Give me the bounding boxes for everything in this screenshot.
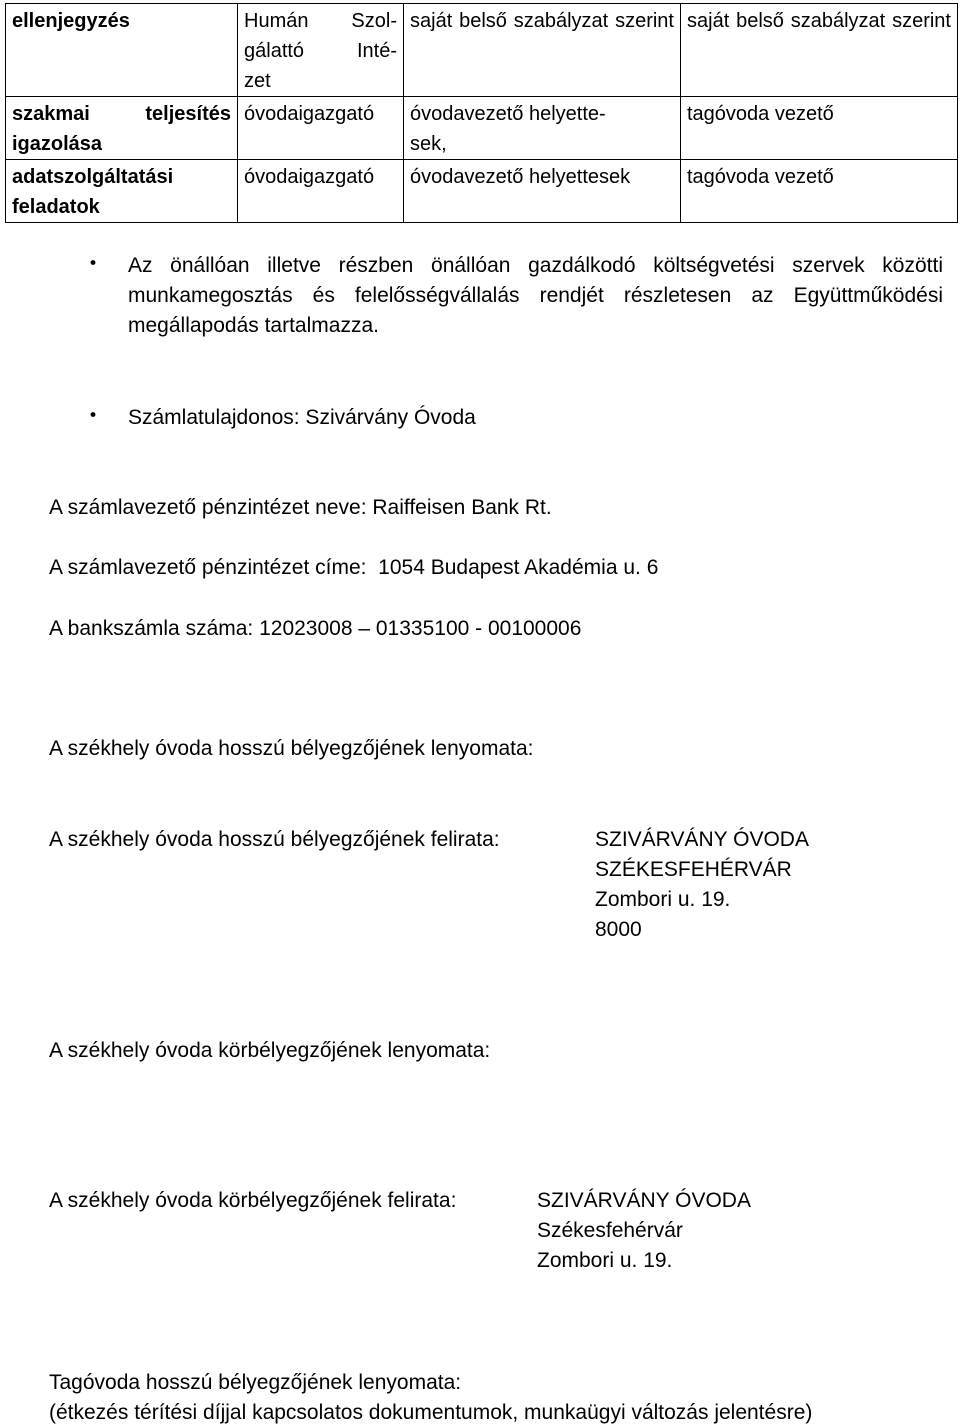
responsible-text: tagóvoda vezető bbox=[687, 166, 834, 188]
round-stamp-line: Zombori u. 19. bbox=[537, 1249, 673, 1272]
responsible-cell bbox=[404, 4, 681, 97]
member-stamp-imprint-label: Tagóvoda hosszú bélyegzőjének lenyomata: bbox=[49, 1371, 462, 1394]
table-row bbox=[6, 160, 958, 223]
task-label: teljesítés bbox=[145, 103, 231, 125]
task-label: ellenjegyzés bbox=[12, 10, 130, 32]
responsible-text: óvodaigazgató bbox=[244, 103, 375, 125]
account-holder-text: Számlatulajdonos: Szivárvány Óvoda bbox=[128, 406, 476, 429]
task-cell bbox=[6, 4, 238, 97]
long-stamp-line: 8000 bbox=[595, 918, 642, 941]
task-label: adatszolgáltatási bbox=[12, 166, 174, 188]
table-row bbox=[6, 4, 958, 97]
responsible-cell bbox=[681, 160, 958, 223]
paragraph-line: megállapodás tartalmazza. bbox=[128, 314, 379, 337]
task-cell bbox=[6, 160, 238, 223]
responsible-text: zet bbox=[244, 70, 271, 92]
round-stamp-line: Székesfehérvár bbox=[537, 1219, 683, 1242]
long-stamp-line: Zombori u. 19. bbox=[595, 888, 731, 911]
responsible-text: tagóvoda vezető bbox=[687, 103, 834, 125]
responsible-cell bbox=[681, 97, 958, 160]
responsible-text: Inté- bbox=[356, 40, 397, 62]
long-stamp-imprint-label: A székhely óvoda hosszú bélyegzőjének lenyomata: bbox=[49, 737, 534, 760]
paragraph-line: Az önállóan illetve részben önállóan gazdálkodó költségvetési szervek közötti bbox=[128, 254, 943, 277]
round-stamp-line: SZIVÁRVÁNY ÓVODA bbox=[537, 1189, 751, 1212]
table-row bbox=[6, 97, 958, 160]
bullet-icon: • bbox=[88, 406, 99, 426]
responsible-text: Humán bbox=[244, 10, 309, 32]
responsible-cell bbox=[238, 160, 404, 223]
responsible-text: óvodaigazgató bbox=[244, 166, 375, 188]
task-label: igazolása bbox=[12, 133, 103, 155]
responsible-text: gálattó bbox=[244, 40, 305, 62]
bullet-icon: • bbox=[88, 254, 99, 274]
responsible-text: saját belső szabályzat szerint bbox=[410, 10, 674, 32]
task-cell bbox=[6, 97, 238, 160]
member-stamp-note: (étkezés térítési díjjal kapcsolatos dokumentumok, munkaügyi változás jelentésre) bbox=[49, 1401, 813, 1424]
round-stamp-imprint-label: A székhely óvoda körbélyegzőjének lenyomata: bbox=[49, 1039, 491, 1062]
responsible-text: sek, bbox=[410, 133, 447, 155]
responsibility-table bbox=[5, 3, 958, 223]
responsible-text: óvodavezető helyettesek bbox=[410, 166, 631, 188]
task-label: szakmai bbox=[12, 103, 90, 125]
long-stamp-line: SZIVÁRVÁNY ÓVODA bbox=[595, 828, 809, 851]
bank-address-text: A számlavezető pénzintézet címe: 1054 Budapest Akadémia u. 6 bbox=[49, 556, 659, 579]
responsible-cell bbox=[238, 4, 404, 97]
responsible-cell bbox=[681, 4, 958, 97]
responsible-cell bbox=[238, 97, 404, 160]
responsible-text: saját belső szabályzat szerint bbox=[687, 10, 951, 32]
paragraph-line: munkamegosztás és felelősségvállalás rendjét részletesen az Együttműködési bbox=[128, 284, 943, 307]
round-stamp-text-label: A székhely óvoda körbélyegzőjének felirata: bbox=[49, 1189, 457, 1212]
responsible-cell bbox=[404, 160, 681, 223]
responsible-text: Szol- bbox=[351, 10, 397, 32]
responsible-cell bbox=[404, 97, 681, 160]
long-stamp-line: SZÉKESFEHÉRVÁR bbox=[595, 858, 792, 881]
task-label: feladatok bbox=[12, 196, 100, 218]
bank-name-text: A számlavezető pénzintézet neve: Raiffeisen Bank Rt. bbox=[49, 496, 552, 519]
responsible-text: óvodavezető helyette- bbox=[410, 103, 606, 125]
bank-account-text: A bankszámla száma: 12023008 – 01335100 - 00100006 bbox=[49, 617, 582, 640]
long-stamp-text-label: A székhely óvoda hosszú bélyegzőjének felirata: bbox=[49, 828, 500, 851]
